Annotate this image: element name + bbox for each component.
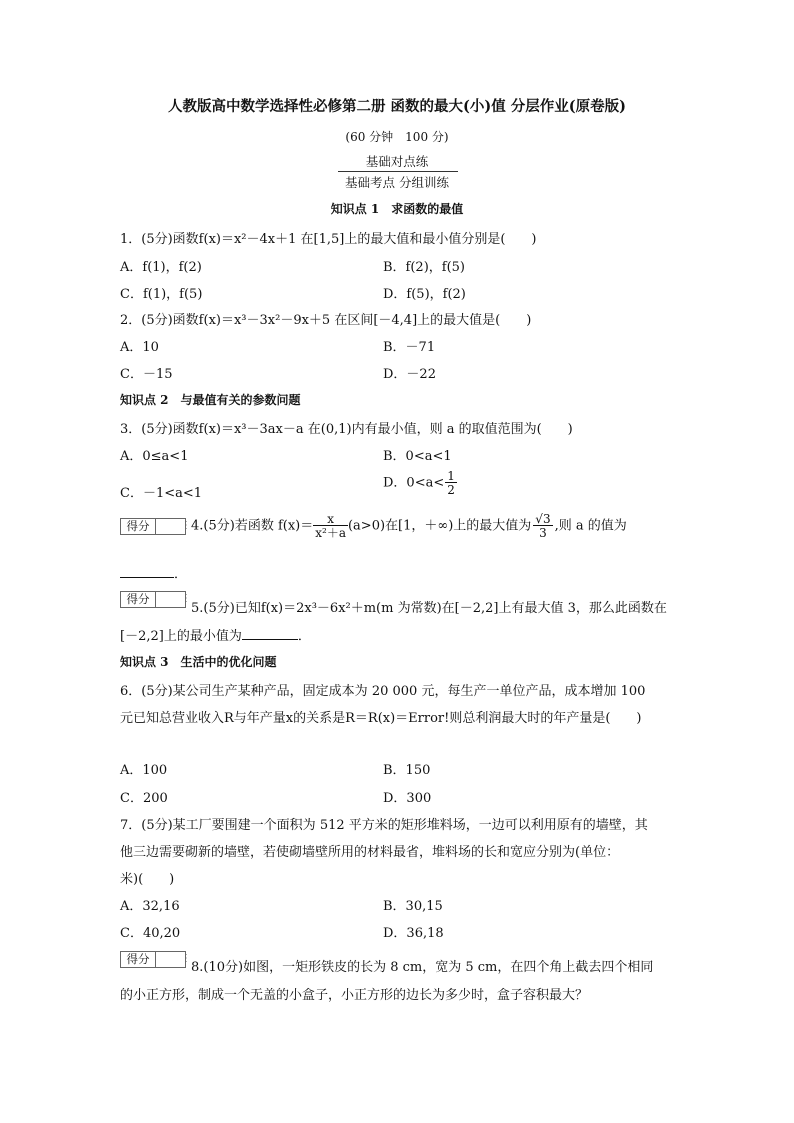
q5-answer-blank[interactable] [242, 627, 298, 640]
q2-option-a: A．10 [120, 340, 159, 355]
q2-option-c: C．－15 [120, 367, 173, 382]
question-3: 3．(5分)函数f(x)＝x³－3ax－a 在(0,1)内有最小值，则 a 的取值范围为( ) [120, 422, 573, 437]
q7-option-a: A．32,16 [120, 899, 180, 914]
question-4: 4.(5分)若函数 f(x)＝ $\frac{x}{\text{x²＋a}}$ (a>0)在[1，＋∞)上的最大值为 $\frac{√3}{3}$ ,则 a 的值为 [191, 512, 627, 540]
time-score: (60 分钟 100 分) [345, 130, 449, 144]
question-7-line3: 米)( ) [120, 872, 175, 887]
q3-option-b: B．0<a<1 [383, 449, 452, 464]
question-6-line2: 元已知总营业收入R与年产量x的关系是R＝R(x)＝Error!则总利润最大时的年产量是( ) [120, 711, 642, 726]
dotted-marker: ⋮ [181, 520, 191, 531]
q7-option-b: B．30,15 [383, 899, 443, 914]
q6-option-b: B．150 [383, 763, 431, 778]
question-8-line2: 的小正方形，制成一个无盖的小盒子，小正方形的边长为多少时，盒子容积最大？ [120, 988, 589, 1003]
section-divider [338, 171, 458, 172]
score-box-q5[interactable] [120, 591, 191, 608]
question-8: 8.(10分)如图，一矩形铁皮的长为 8 cm，宽为 5 cm，在四个角上截去四个相同 [191, 960, 654, 975]
question-2: 2．(5分)函数f(x)＝x³－3x²－9x＋5 在区间[－4,4]上的最大值是( ) [120, 313, 532, 328]
q3-option-a: A．0≤a<1 [120, 449, 189, 464]
q1-option-c: C．f(1)，f(5) [120, 287, 203, 302]
q6-option-d: D．300 [383, 791, 432, 806]
q2-option-d: D．－22 [383, 367, 436, 382]
section-main-heading: 基础对点练 [365, 154, 429, 169]
q1-option-a: A．f(1)，f(2) [120, 260, 202, 275]
question-7: 7．(5分)某工厂要围建一个面积为 512 平方米的矩形堆料场，一边可以利用原有的墙壁，其 [120, 818, 648, 833]
score-label: 得分 [121, 952, 156, 967]
dotted-marker: ⋮ [181, 953, 191, 964]
q4-answer-blank[interactable] [120, 565, 174, 578]
q3-option-d: D．0<a< $\frac{1}{2}$ [383, 469, 455, 497]
q7-option-c: C．40,20 [120, 926, 181, 941]
q4-answer-line: ． [120, 563, 187, 582]
question-1: 1．(5分)函数f(x)＝x²－4x＋1 在[1,5]上的最大值和最小值分别是( ) [120, 232, 537, 247]
q1-option-b: B．f(2)，f(5) [383, 260, 466, 275]
question-5: 5.(5分)已知f(x)＝2x³－6x²＋m(m 为常数)在[－2,2]上有最大值 3，那么此函数在 [191, 601, 667, 616]
q6-option-c: C．200 [120, 791, 168, 806]
q7-option-d: D．36,18 [383, 926, 444, 941]
q3-option-c: C．－1<a<1 [120, 486, 203, 501]
score-label: 得分 [121, 592, 156, 607]
question-6: 6．(5分)某公司生产某种产品，固定成本为 20 000 元，每生产一单位产品，成本增加 100 [120, 684, 646, 699]
q6-option-a: A．100 [120, 763, 168, 778]
dotted-marker: ⋮ [181, 593, 191, 604]
knowledge-point-2: 知识点 2 与最值有关的参数问题 [120, 393, 301, 407]
question-7-line2: 他三边需要砌新的墙壁，若使砌墙壁所用的材料最省，堆料场的长和宽应分别为(单位： [120, 845, 620, 860]
q1-option-d: D．f(5)，f(2) [383, 287, 466, 302]
question-5-line2: [－2,2]上的最小值为 ． [120, 629, 311, 644]
document-title: 人教版高中数学选择性必修第二册 函数的最大(小)值 分层作业(原卷版) [167, 98, 627, 115]
q2-option-b: B．－71 [383, 340, 436, 355]
knowledge-point-1: 知识点 1 求函数的最值 [330, 202, 464, 216]
score-label: 得分 [121, 519, 156, 534]
section-sub-heading: 基础考点 分组训练 [345, 175, 449, 190]
score-box-q8[interactable] [120, 951, 191, 968]
knowledge-point-3: 知识点 3 生活中的优化问题 [120, 655, 277, 669]
score-box-q4[interactable] [120, 518, 191, 535]
